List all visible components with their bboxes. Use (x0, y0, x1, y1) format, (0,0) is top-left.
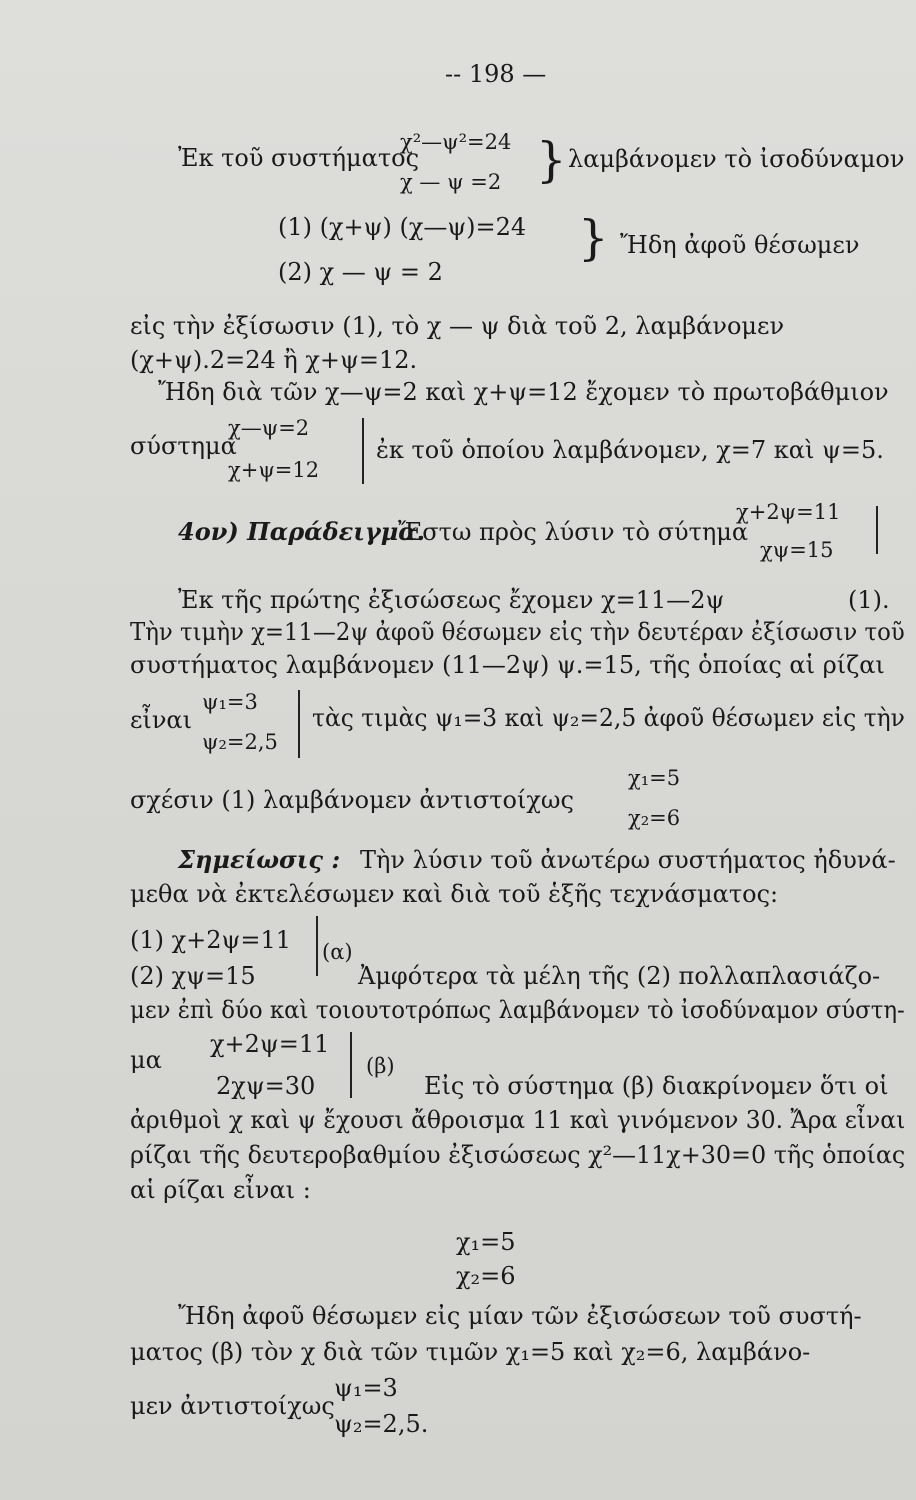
equation-2: (2) χ — ψ = 2 (278, 258, 443, 286)
paragraph-line: Ἀμφότερα τὰ μέλη τῆς (2) πολλαπλασιάζο- (358, 962, 881, 990)
paragraph-line: Ἤδη διὰ τῶν χ—ψ=2 καὶ χ+ψ=12 ἔχομεν τὸ πρωτοβάθμιον (158, 378, 889, 406)
system-a-eq2: (2) χψ=15 (130, 962, 256, 990)
system-eq-b: χ+ψ=12 (228, 458, 320, 482)
psi1-final: ψ₁=3 (334, 1374, 398, 1402)
system-b-label-b: (β) (366, 1054, 395, 1078)
right-brace-icon: } (578, 210, 609, 266)
chi1-value: χ₁=5 (628, 766, 681, 790)
system-b-eq2: 2χψ=30 (216, 1072, 316, 1100)
paragraph-line: σχέσιν (1) λαμβάνομεν ἀντιστοίχως (130, 786, 574, 814)
paragraph-line: ρίζαι τῆς δευτεροβαθμίου ἐξισώσεως χ²—11χ+30=0 τῆς ὁποίας (130, 1141, 906, 1169)
system-divider (350, 1032, 352, 1098)
paragraph-line: τὰς τιμὰς ψ₁=3 καὶ ψ₂=2,5 ἀφοῦ θέσωμεν εἰς τὴν (312, 704, 905, 732)
psi2-value: ψ₂=2,5 (202, 730, 278, 754)
paragraph-line: εἰς τὴν ἐξίσωσιν (1), τὸ χ — ψ διὰ τοῦ 2, λαμβάνομεν (130, 312, 785, 340)
chi2-value: χ₂=6 (628, 806, 681, 830)
root-chi2: χ₂=6 (456, 1262, 516, 1290)
example-eq-a: χ+2ψ=11 (736, 500, 841, 524)
system-divider (316, 916, 318, 976)
psi2-final: ψ₂=2,5. (334, 1410, 429, 1438)
system-divider (298, 690, 300, 758)
system-eq-a: χ²—ψ²=24 (400, 130, 512, 154)
root-chi1: χ₁=5 (456, 1228, 516, 1256)
paragraph-line: (χ+ψ).2=24 ἢ χ+ψ=12. (130, 346, 418, 374)
paragraph-line: Ἤδη ἀφοῦ θέσωμεν εἰς μίαν τῶν ἐξισώσεων τοῦ συστή- (178, 1302, 862, 1330)
paragraph-line: Τὴν τιμὴν χ=11—2ψ ἀφοῦ θέσωμεν εἰς τὴν δευτέραν ἐξίσωσιν τοῦ (130, 618, 905, 646)
intro-text: Ἐκ τοῦ συστήματος (178, 144, 420, 172)
example-text: Ἔστω πρὸς λύσιν τὸ σύτημα (398, 518, 749, 546)
already-text: Ἤδη ἀφοῦ θέσωμεν (620, 231, 860, 259)
system-divider (362, 418, 364, 484)
system-eq-b: χ — ψ =2 (400, 170, 502, 194)
intro-right-text: λαμβάνομεν τὸ ἰσοδύναμον (568, 145, 905, 173)
paragraph-line: Τὴν λύσιν τοῦ ἀνωτέρω συστήματος ἠδυνά- (360, 846, 896, 874)
paragraph-line: μεν ἐπὶ δύο καὶ τοιουτοτρόπως λαμβάνομεν τὸ ἰσοδύναμον σύστη- (130, 996, 905, 1024)
paragraph-line: συστήματος λαμβάνομεν (11—2ψ) ψ.=15, τῆς ὁποίας αἱ ρίζαι (130, 651, 885, 679)
paragraph-line: ἀριθμοὶ χ καὶ ψ ἔχουσι ἄθροισμα 11 καὶ γινόμενον 30. Ἄρα εἶναι (130, 1106, 906, 1134)
are-label: εἶναι (130, 706, 193, 734)
paragraph-line: μεν ἀντιστοίχως (130, 1392, 335, 1420)
paragraph-line: Εἰς τὸ σύστημα (β) διακρίνομεν ὅτι οἱ (424, 1072, 889, 1100)
page-number: -- 198 — (445, 60, 547, 88)
paragraph-line: ματος (β) τὸν χ διὰ τῶν τιμῶν χ₁=5 καὶ χ₂=6, λαμβάνο- (130, 1338, 811, 1366)
note-heading: Σημείωσις : (178, 845, 341, 874)
equation-1: (1) (χ+ψ) (χ—ψ)=24 (278, 213, 527, 241)
example-heading: 4ον) Παράδειγμα. (178, 517, 426, 546)
system-b-label: μα (130, 1046, 162, 1074)
psi1-value: ψ₁=3 (202, 690, 258, 714)
paragraph-line: μεθα νὰ ἐκτελέσωμεν καὶ διὰ τοῦ ἑξῆς τεχνάσματος: (130, 880, 779, 908)
system-result: ἐκ τοῦ ὁποίου λαμβάνομεν, χ=7 καὶ ψ=5. (376, 436, 884, 464)
paragraph-line: αἱ ρίζαι εἶναι : (130, 1176, 311, 1204)
system-a-eq1: (1) χ+2ψ=11 (130, 926, 292, 954)
system-a-label: (α) (322, 940, 353, 964)
example-eq-b: χψ=15 (760, 538, 834, 562)
right-brace-icon: } (536, 132, 567, 188)
system-eq-a: χ—ψ=2 (228, 416, 310, 440)
system-divider (876, 506, 878, 554)
system-b-eq1: χ+2ψ=11 (210, 1030, 330, 1058)
system-label: σύστημα (130, 432, 237, 460)
paragraph-line: Ἐκ τῆς πρώτης ἐξισώσεως ἔχομεν χ=11—2ψ (178, 586, 725, 614)
equation-number: (1). (848, 586, 890, 614)
